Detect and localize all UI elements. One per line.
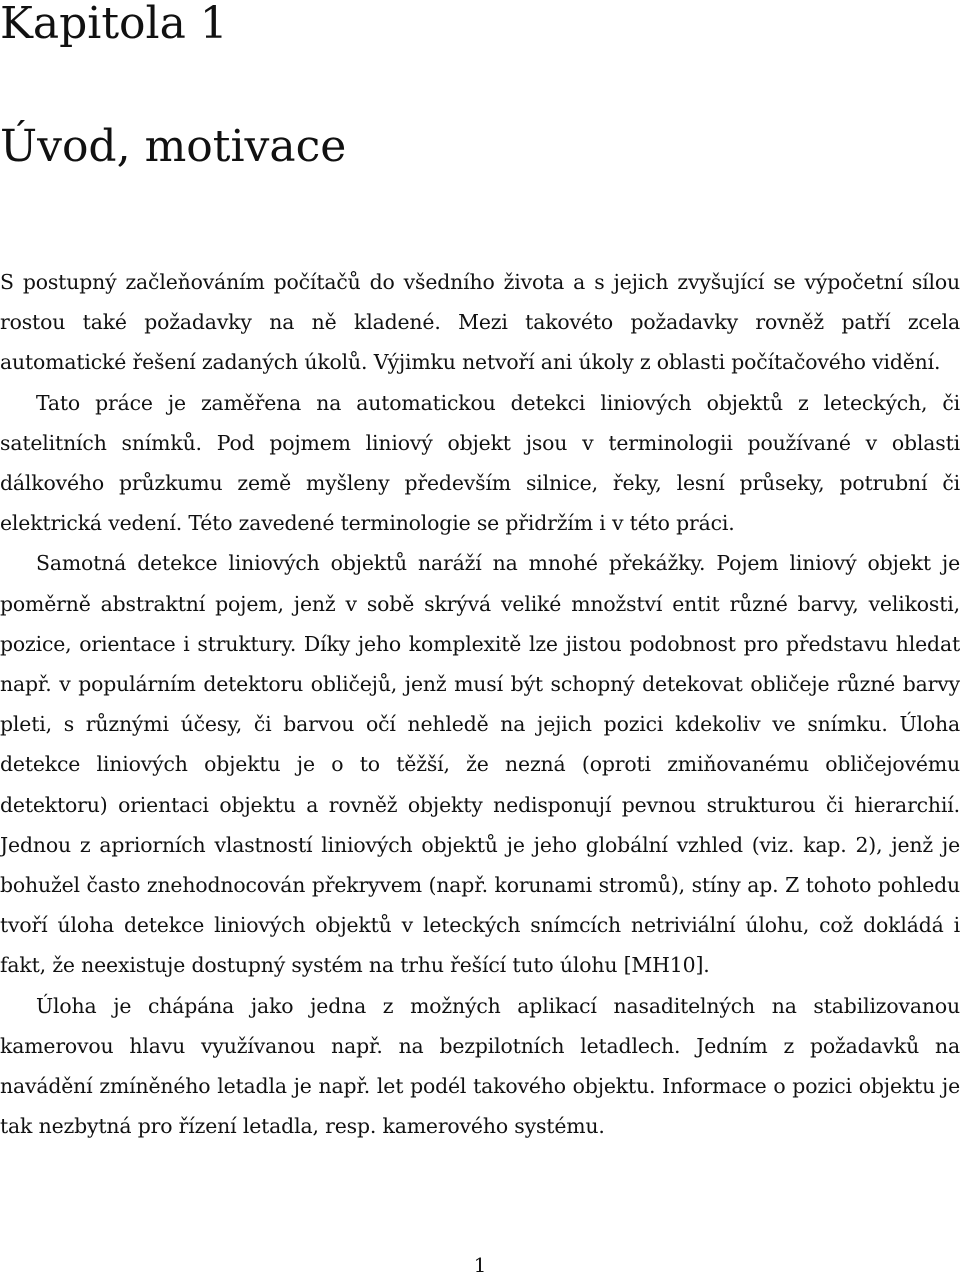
paragraph-application: Úloha je chápána jako jedna z možných aplikací nasaditelných na stabilizovanou kamerovou hlavu využívanou např. na bezpilotních letadlech. Jedním z požadavků na navádění zmíněného letadla je např. let podél takového objektu. Informace o pozici objektu je tak nezbytná pro řízení letadla, resp. kamerového systému. bbox=[0, 993, 960, 1139]
chapter-title: Úvod, motivace bbox=[0, 121, 347, 172]
body-text bbox=[0, 262, 960, 1146]
paragraph-intro: S postupný začleňováním počítačů do všedního života a s jejich zvyšující se výpočetní sílou rostou také požadavky na ně kladené. Mezi takovéto požadavky rovněž patří zcela automatické řešení zadaných úkolů. Výjimku netvoří ani úkoly z oblasti počítačového vidění. bbox=[0, 270, 960, 375]
chapter-label: Kapitola 1 bbox=[0, 0, 228, 49]
paragraph-obstacles: Samotná detekce liniových objektů naráží na mnohé překážky. Pojem liniový objekt je poměrně abstraktní pojem, jenž v sobě skrývá veliké množství entit různé barvy, velikosti, pozice, orientace i struktury. Díky jeho komplexitě lze jistou podobnost pro představu hledat např. v populárním detektoru obličejů, jenž musí být schopný detekovat obličeje různé barvy pleti, s různými účesy, či barvou očí nehledě na jejich pozici kdekoliv ve snímku. Úloha detekce liniových objektu je o to těžší, že nezná (oproti zmiňovanému obličejovému detektoru) orientaci objektu a rovněž objekty nedisponují pevnou strukturou či hierarchií. Jednou z apriorních vlastností liniových objektů je jeho globální vzhled (viz. kap. 2), jenž je bohužel často znehodnocován překryvem (např. korunami stromů), stíny ap. Z tohoto pohledu tvoří úloha detekce liniových objektů v leteckých snímcích netriviální úlohu, což dokládá i fakt, že neexistuje dostupný systém na trhu řešící tuto úlohu [MH10]. bbox=[0, 551, 960, 978]
paragraph-focus: Tato práce je zaměřena na automatickou detekci liniových objektů z leteckých, či satelitních snímků. Pod pojmem liniový objekt jsou v terminologii používané v oblasti dálkového průzkumu země myšleny především silnice, řeky, lesní průseky, potrubní či elektrická vedení. Této zavedené terminologie se přidržím i v této práci. bbox=[0, 390, 960, 536]
page-number: 1 bbox=[473, 1253, 487, 1277]
